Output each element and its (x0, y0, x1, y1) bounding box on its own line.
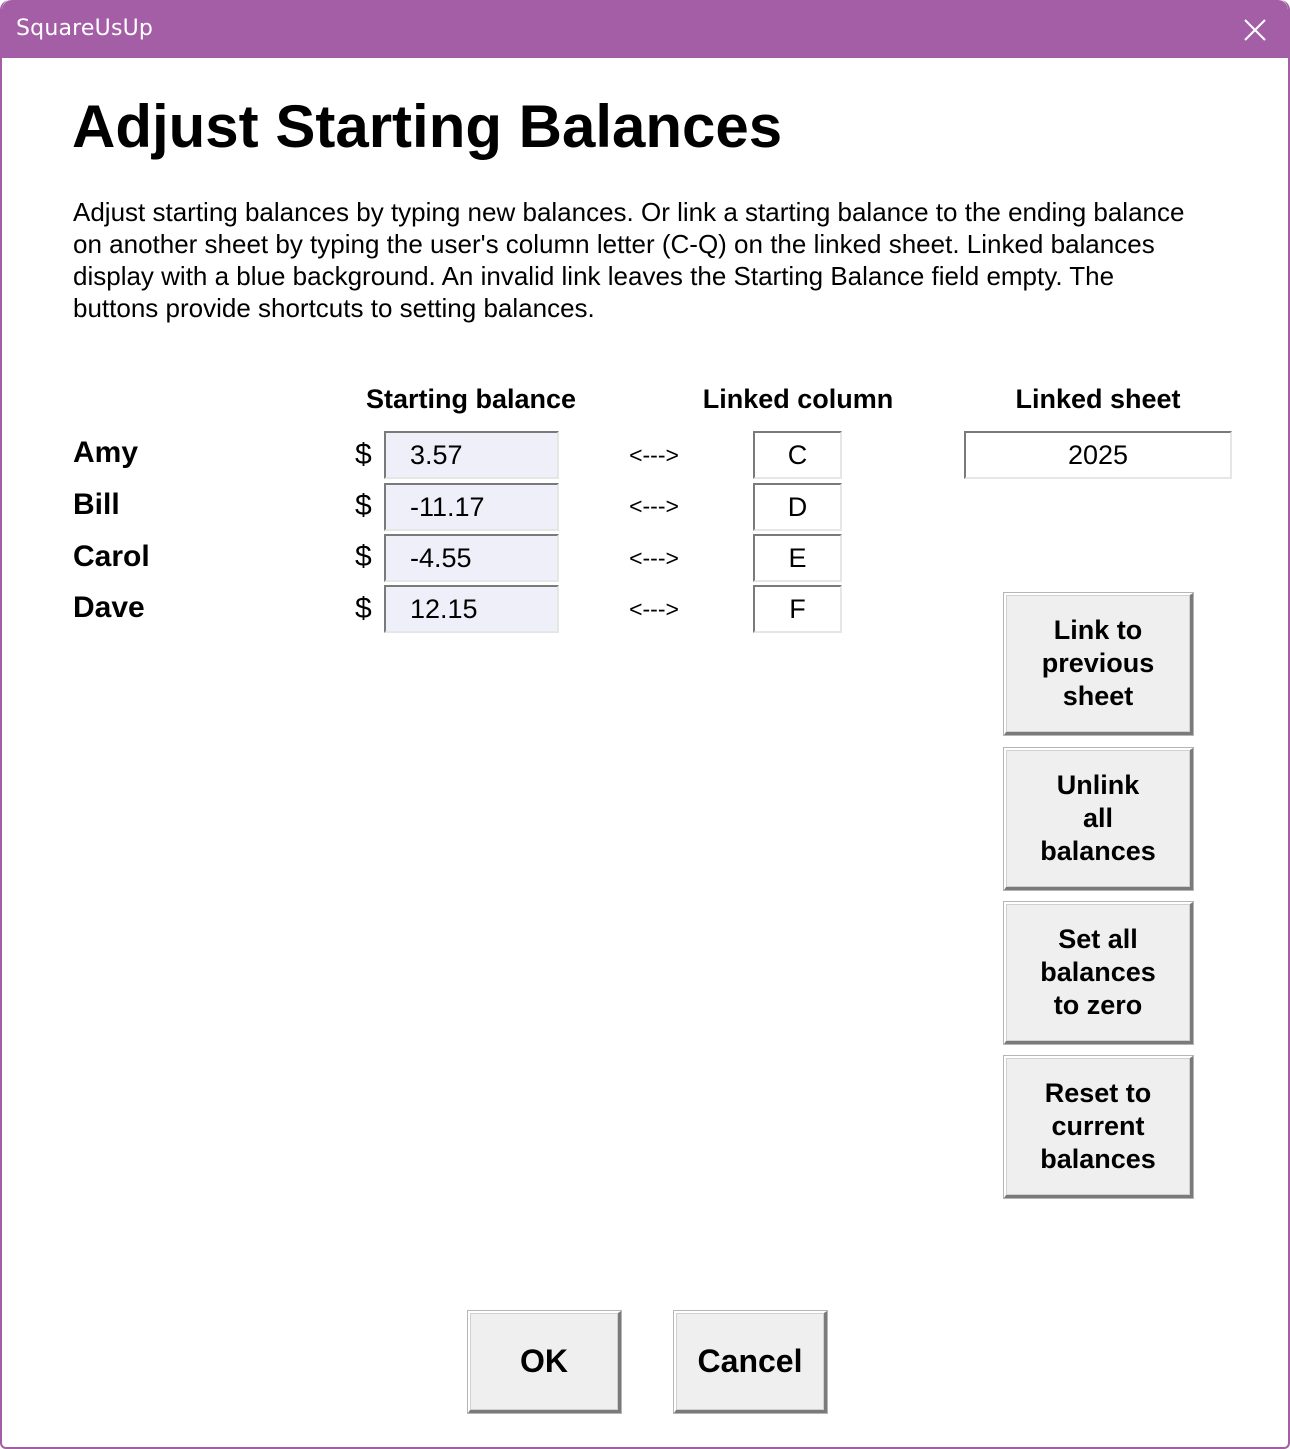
currency-symbol: $ (355, 540, 372, 573)
unlink-all-balances-button[interactable]: Unlink all balances (1004, 748, 1193, 890)
currency-symbol: $ (355, 438, 372, 471)
link-to-previous-sheet-button[interactable]: Link to previous sheet (1004, 593, 1193, 735)
linked-column-header: Linked column (702, 384, 894, 414)
starting-balance-header: Starting balance (365, 384, 577, 414)
linked-sheet-input[interactable] (964, 431, 1232, 479)
app-title: SquareUsUp (16, 16, 154, 41)
linked-column-input-dave[interactable] (753, 585, 842, 633)
link-arrow: <---> (629, 442, 679, 468)
starting-balance-input-carol[interactable] (384, 534, 559, 582)
link-arrow: <---> (629, 493, 679, 519)
linked-column-input-bill[interactable] (753, 483, 842, 531)
user-name-label: Dave (73, 591, 145, 624)
ok-button[interactable]: OK (468, 1311, 621, 1413)
currency-symbol: $ (355, 592, 372, 625)
linked-column-input-carol[interactable] (753, 534, 842, 582)
title-bar[interactable] (2, 0, 1288, 58)
reset-to-current-balances-button[interactable]: Reset to current balances (1004, 1056, 1193, 1198)
user-name-label: Amy (73, 436, 139, 469)
starting-balance-input-amy[interactable] (384, 431, 559, 479)
linked-sheet-header: Linked sheet (1015, 384, 1181, 414)
close-button[interactable] (1242, 17, 1268, 43)
page-title: Adjust Starting Balances (72, 93, 783, 160)
currency-symbol: $ (355, 489, 372, 522)
link-arrow: <---> (629, 596, 679, 622)
set-all-balances-zero-button[interactable]: Set all balances to zero (1004, 902, 1193, 1044)
starting-balance-input-bill[interactable] (384, 483, 559, 531)
cancel-button[interactable]: Cancel (674, 1311, 827, 1413)
starting-balance-input-dave[interactable] (384, 585, 559, 633)
close-icon (1242, 17, 1268, 43)
description-text: Adjust starting balances by typing new balances. Or link a starting balance to the ending balance on another sheet by typing the user's column letter (C-Q) on the linked sheet. Linked balances display with a blue background. An invalid link leaves the Starting Balance field empty. The buttons provide shortcuts to setting balances. (73, 197, 1185, 323)
linked-column-input-amy[interactable] (753, 431, 842, 479)
user-name-label: Bill (73, 488, 120, 521)
link-arrow: <---> (629, 545, 679, 571)
user-name-label: Carol (73, 540, 150, 573)
